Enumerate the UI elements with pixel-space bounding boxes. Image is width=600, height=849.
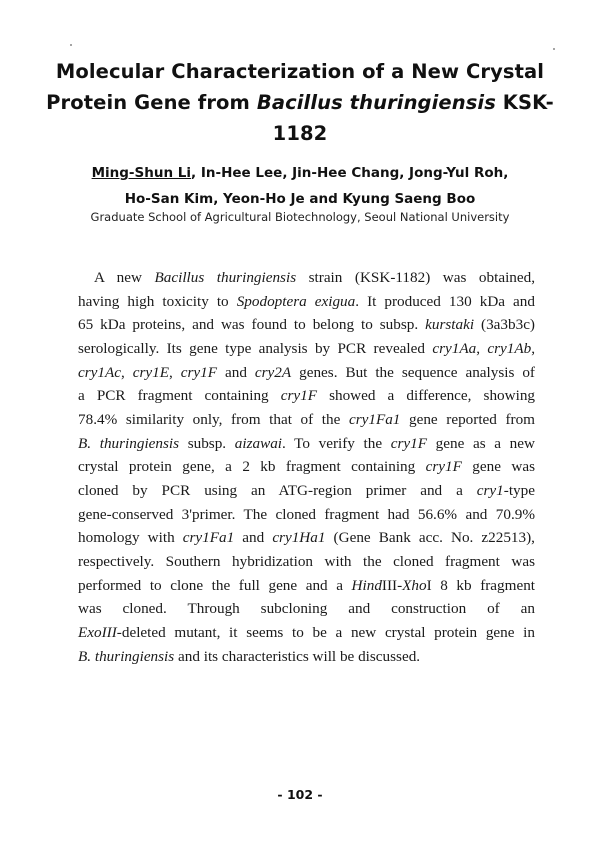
affiliation: Graduate School of Agricultural Biotechnology, Seoul National University <box>90 210 510 224</box>
abstract-line: respectively. Southern hybridization with the cloned fragment was <box>78 552 535 570</box>
abstract-line: serologically. Its gene type analysis by PCR revealed cry1Aa, cry1Ab, <box>78 339 536 357</box>
author-list <box>60 160 540 212</box>
title-prefix: Protein Gene from <box>46 91 257 114</box>
abstract-line: was cloned. Through subcloning and construction of an <box>78 600 535 618</box>
abstract-body <box>78 266 535 668</box>
abstract-line: 65 kDa proteins, and was found to belong to subsp. kurstaki (3a3b3c) <box>78 316 535 334</box>
abstract-line: B. thuringiensis and its characteristics will be discussed. <box>78 647 421 665</box>
scan-speck <box>70 44 72 46</box>
abstract-line: A new Bacillus thuringiensis strain (KSK-1182) was obtained, <box>94 269 536 286</box>
abstract-line: performed to clone the full gene and a HindIII-XhoI 8 kb fragment <box>78 576 536 594</box>
title-species: Bacillus thuringiensis <box>256 91 496 114</box>
abstract-line: having high toxicity to Spodoptera exigua. It produced 130 kDa and <box>78 292 535 310</box>
abstract-line: crystal protein gene, a 2 kb fragment containing cry1F gene was <box>78 458 535 476</box>
title-line-1: Molecular Characterization of a New Crystal <box>55 60 545 83</box>
presenting-author: Ming-Shun Li <box>91 165 192 181</box>
abstract-line: a PCR fragment containing cry1F showed a difference, showing <box>78 387 536 405</box>
co-authors-1: , In-Hee Lee, Jin-Hee Chang, Jong-Yul Roh, <box>191 165 509 181</box>
abstract-line: ExoIII-deleted mutant, it seems to be a new crystal protein gene in <box>78 623 535 641</box>
paper-title <box>40 56 560 149</box>
abstract-line: 78.4% similarity only, from that of the cry1Fa1 gene reported from <box>78 410 535 428</box>
title-strain: KSK-1182 <box>272 91 554 145</box>
abstract-line: homology with cry1Fa1 and cry1Ha1 (Gene Bank acc. No. z22513), <box>78 529 535 547</box>
abstract-line: gene-conserved 3'primer. The cloned fragment had 56.6% and 70.9% <box>78 505 535 523</box>
title-line-2 <box>40 87 560 149</box>
author-line-2: Ho-San Kim, Yeon-Ho Je and Kyung Saeng Boo <box>124 191 476 207</box>
abstract-line: B. thuringiensis subsp. aizawai. To verify the cry1F gene as a new <box>78 434 535 452</box>
page-number: - 102 - <box>277 787 323 802</box>
author-line-1 <box>60 160 540 186</box>
scan-speck <box>553 48 555 50</box>
abstract-line: cloned by PCR using an ATG-region primer and a cry1-type <box>78 481 535 499</box>
abstract-line: cry1Ac, cry1E, cry1F and cry2A genes. But the sequence analysis of <box>78 363 535 381</box>
